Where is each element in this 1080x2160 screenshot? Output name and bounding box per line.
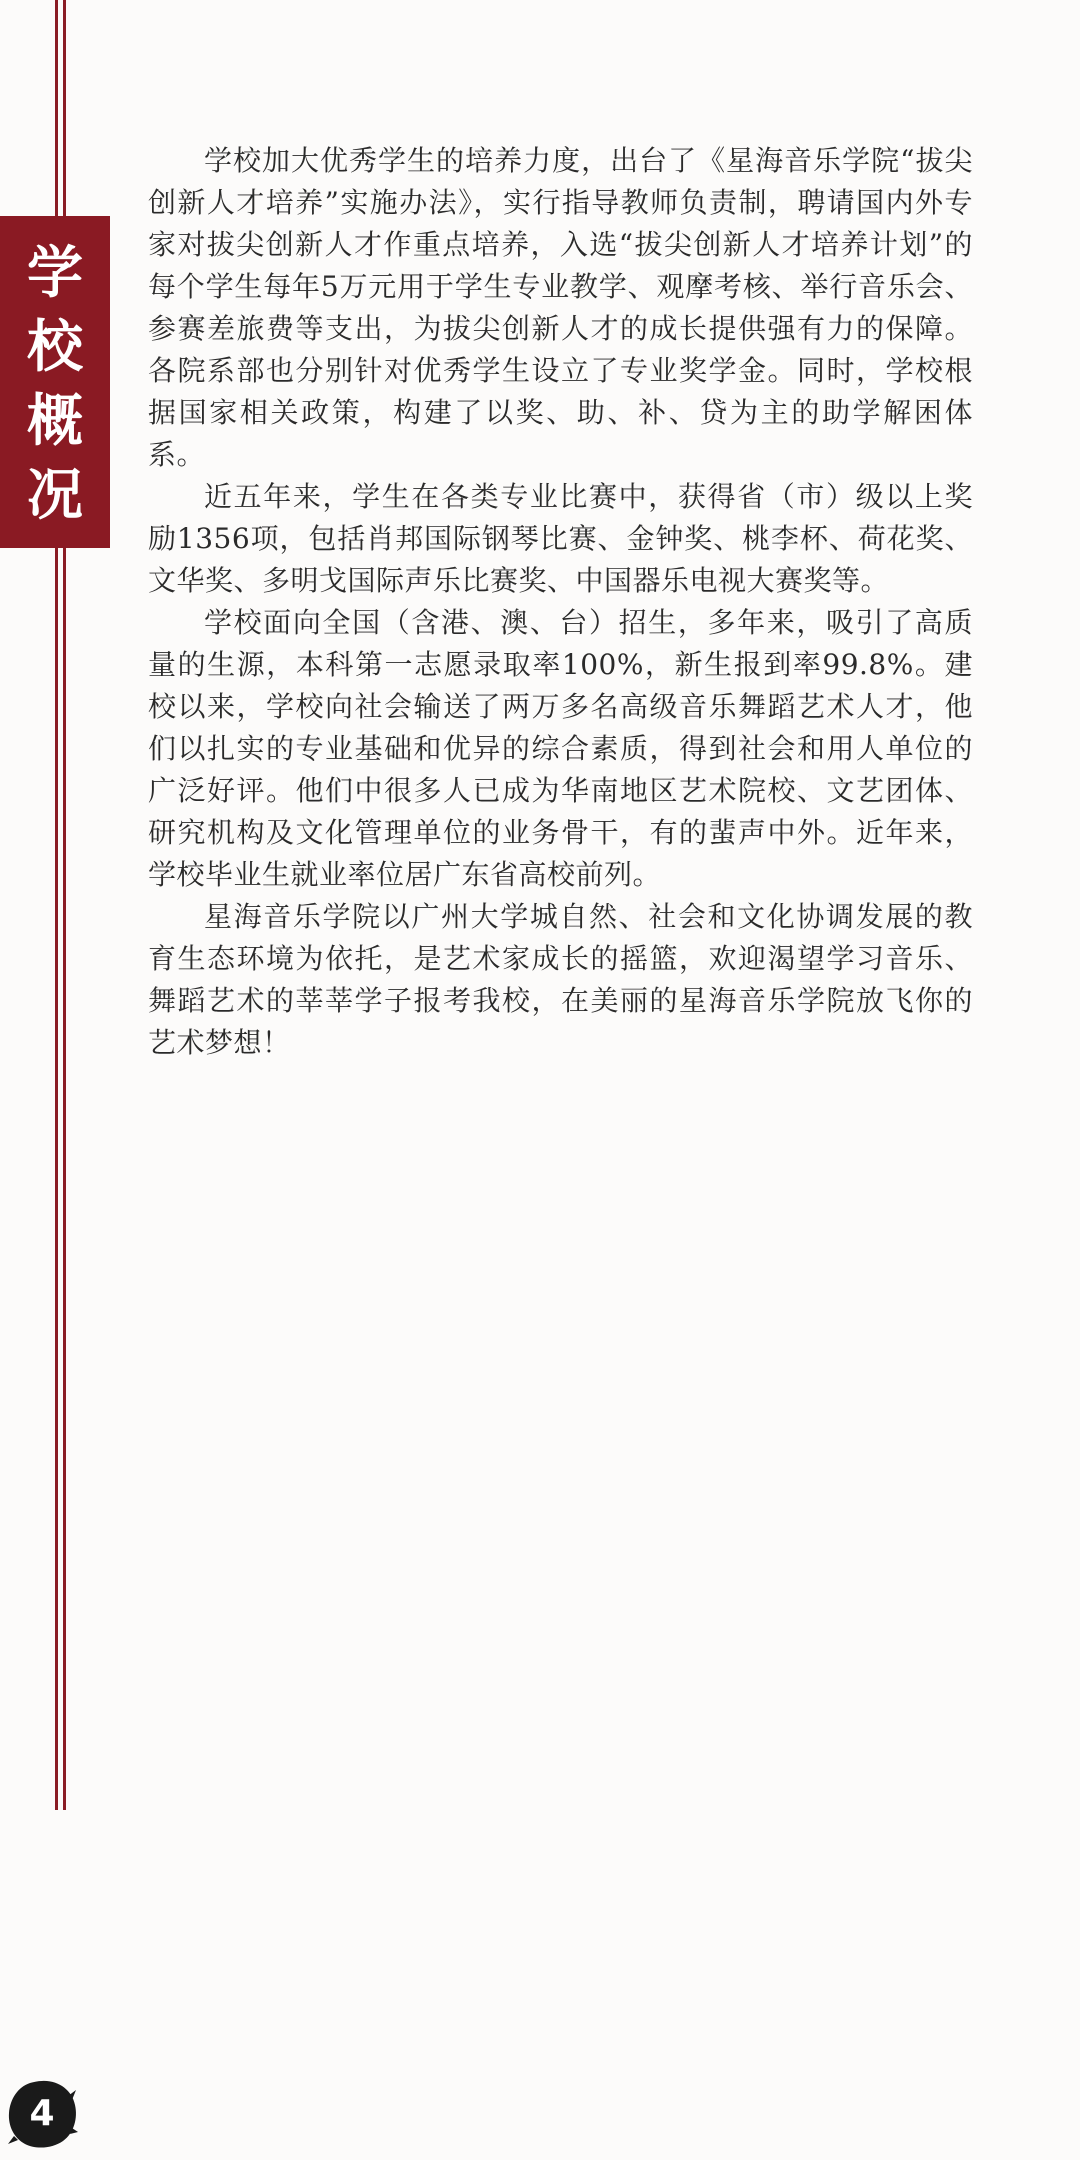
paragraph-awards: 近五年来，学生在各类专业比赛中，获得省（市）级以上奖励1356项，包括肖邦国际钢琴比赛、金钟奖、桃李杯、荷花奖、文华奖、多明戈国际声乐比赛奖、中国器乐电视大赛奖等。 [148,480,973,597]
page-number: 4 [29,2093,55,2134]
section-tab [0,216,110,548]
section-tab-char-1: 学 [27,240,83,306]
section-tab-char-4: 况 [27,462,83,528]
paragraph-scholarship: 学校加大优秀学生的培养力度，出台了《星海音乐学院“拔尖创新人才培养”实施办法》，实行指导教师负责制，聘请国内外专家对拔尖创新人才作重点培养，入选“拔尖创新人才培养计划”的每个学生每年5万元用于学生专业教学、观摩考核、举行音乐会、参赛差旅费等支出，为拔尖创新人才的成长提供强有力的保障。各院系部也分别针对优秀学生设立了专业奖学金。同时，学校根据国家相关政策，构建了以奖、助、补、贷为主的助学解困体系。 [148,144,973,471]
body-text [148,140,973,1064]
paragraph-admissions: 学校面向全国（含港、澳、台）招生，多年来，吸引了高质量的生源，本科第一志愿录取率100%，新生报到率99.8%。建校以来，学校向社会输送了两万多名高级音乐舞蹈艺术人才，他们以扎实的专业基础和优异的综合素质，得到社会和用人单位的广泛好评。他们中很多人已成为华南地区艺术院校、文艺团体、研究机构及文化管理单位的业务骨干，有的蜚声中外。近年来，学校毕业生就业率位居广东省高校前列。 [148,606,973,891]
section-tab-char-3: 概 [27,388,83,454]
paragraph-invitation: 星海音乐学院以广州大学城自然、社会和文化协调发展的教育生态环境为依托，是艺术家成长的摇篮，欢迎渴望学习音乐、舞蹈艺术的莘莘学子报考我校，在美丽的星海音乐学院放飞你的艺术梦想！ [148,900,973,1059]
section-tab-char-2: 校 [27,314,83,380]
page-number-badge [6,2078,78,2150]
